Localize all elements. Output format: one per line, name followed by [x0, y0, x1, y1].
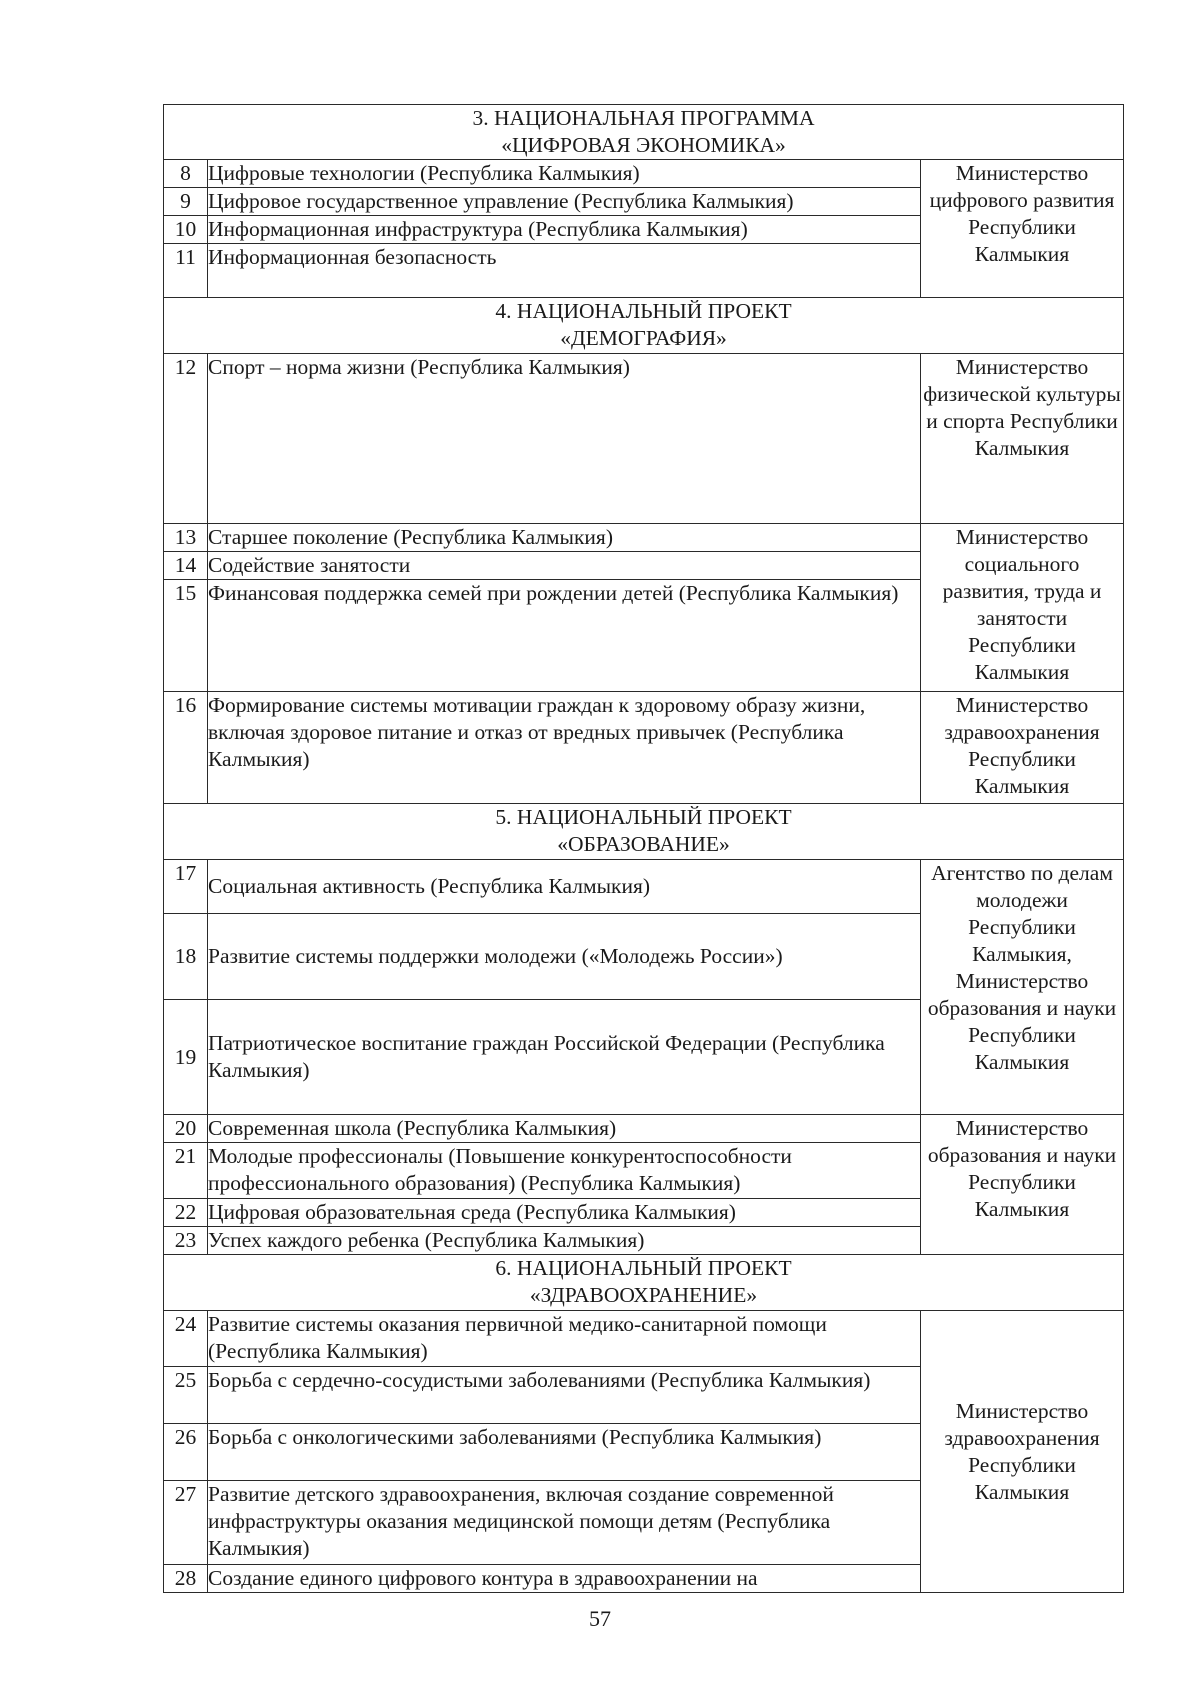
table-row	[164, 354, 1124, 524]
project-name: Современная школа (Республика Калмыкия)	[208, 1115, 921, 1143]
project-name: Финансовая поддержка семей при рождении детей (Республика Калмыкия)	[208, 580, 921, 692]
row-number: 15	[164, 580, 208, 692]
row-number: 28	[164, 1565, 208, 1593]
project-name: Цифровые технологии (Республика Калмыкия)	[208, 160, 921, 188]
row-number: 14	[164, 552, 208, 580]
row-number: 27	[164, 1481, 208, 1565]
section-title: 4. НАЦИОНАЛЬНЫЙ ПРОЕКТ «ДЕМОГРАФИЯ»	[164, 298, 1124, 354]
table-row	[164, 160, 1124, 188]
project-name: Старшее поколение (Республика Калмыкия)	[208, 524, 921, 552]
project-name: Борьба с онкологическими заболеваниями (Республика Калмыкия)	[208, 1424, 921, 1481]
row-number: 10	[164, 216, 208, 244]
section-header	[164, 1255, 1124, 1311]
project-name: Цифровое государственное управление (Республика Калмыкия)	[208, 188, 921, 216]
section-title: 5. НАЦИОНАЛЬНЫЙ ПРОЕКТ «ОБРАЗОВАНИЕ»	[164, 804, 1124, 860]
row-number: 17	[164, 860, 208, 914]
responsible-body: Министерство физической культуры и спорта Республики Калмыкия	[921, 354, 1124, 524]
row-number: 16	[164, 692, 208, 804]
project-name: Социальная активность (Республика Калмыкия)	[208, 860, 921, 914]
row-number: 13	[164, 524, 208, 552]
row-number: 11	[164, 244, 208, 298]
section-header	[164, 105, 1124, 160]
table-row	[164, 1115, 1124, 1143]
table-row	[164, 1311, 1124, 1367]
project-name: Информационная инфраструктура (Республика Калмыкия)	[208, 216, 921, 244]
project-name: Молодые профессионалы (Повышение конкурентоспособности профессионального образования) (Республика Калмыкия)	[208, 1143, 921, 1199]
projects-table	[163, 104, 1124, 1593]
row-number: 12	[164, 354, 208, 524]
project-name: Содействие занятости	[208, 552, 921, 580]
responsible-body: Министерство здравоохранения Республики Калмыкия	[921, 692, 1124, 804]
section-title: 6. НАЦИОНАЛЬНЫЙ ПРОЕКТ «ЗДРАВООХРАНЕНИЕ»	[164, 1255, 1124, 1311]
row-number: 21	[164, 1143, 208, 1199]
table-row	[164, 692, 1124, 804]
project-name: Развитие системы поддержки молодежи («Молодежь России»)	[208, 914, 921, 1000]
page-number: 57	[589, 1606, 611, 1631]
section-header	[164, 804, 1124, 860]
project-name: Цифровая образовательная среда (Республика Калмыкия)	[208, 1199, 921, 1227]
row-number: 22	[164, 1199, 208, 1227]
row-number: 18	[164, 914, 208, 1000]
project-name: Развитие системы оказания первичной медико-санитарной помощи (Республика Калмыкия)	[208, 1311, 921, 1367]
responsible-body: Агентство по делам молодежи Республики Калмыкия, Министерство образования и науки Республики Калмыкия	[921, 860, 1124, 1115]
row-number: 26	[164, 1424, 208, 1481]
row-number: 20	[164, 1115, 208, 1143]
row-number: 8	[164, 160, 208, 188]
project-name: Патриотическое воспитание граждан Российской Федерации (Республика Калмыкия)	[208, 1000, 921, 1115]
table-row	[164, 524, 1124, 552]
row-number: 24	[164, 1311, 208, 1367]
row-number: 25	[164, 1367, 208, 1424]
section-header	[164, 298, 1124, 354]
table-row	[164, 860, 1124, 914]
project-name: Информационная безопасность	[208, 244, 921, 298]
project-name: Развитие детского здравоохранения, включая создание современной инфраструктуры оказания медицинской помощи детям (Республика Калмыкия)	[208, 1481, 921, 1565]
project-name: Создание единого цифрового контура в здравоохранении на	[208, 1565, 921, 1593]
row-number: 9	[164, 188, 208, 216]
responsible-body: Министерство цифрового развития Республики Калмыкия	[921, 160, 1124, 298]
responsible-body: Министерство социального развития, труда и занятости Республики Калмыкия	[921, 524, 1124, 692]
row-number: 23	[164, 1227, 208, 1255]
row-number: 19	[164, 1000, 208, 1115]
project-name: Успех каждого ребенка (Республика Калмыкия)	[208, 1227, 921, 1255]
section-title: 3. НАЦИОНАЛЬНАЯ ПРОГРАММА «ЦИФРОВАЯ ЭКОНОМИКА»	[164, 105, 1124, 160]
responsible-body: Министерство образования и науки Республики Калмыкия	[921, 1115, 1124, 1255]
project-name: Спорт – норма жизни (Республика Калмыкия)	[208, 354, 921, 524]
project-name: Борьба с сердечно-сосудистыми заболеваниями (Республика Калмыкия)	[208, 1367, 921, 1424]
responsible-body: Министерство здравоохранения Республики Калмыкия	[921, 1311, 1124, 1593]
project-name: Формирование системы мотивации граждан к здоровому образу жизни, включая здоровое питание и отказ от вредных привычек (Республика Калмыкия)	[208, 692, 921, 804]
